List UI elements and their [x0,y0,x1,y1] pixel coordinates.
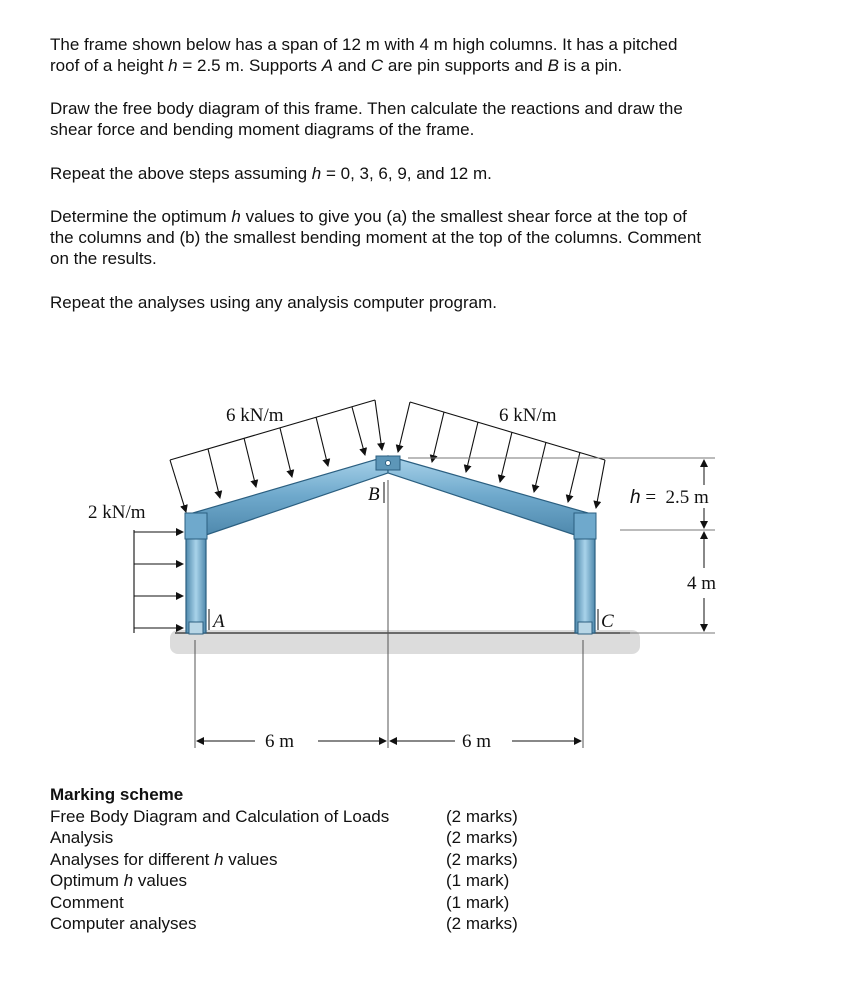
label-c: C [601,611,614,632]
problem-paragraph-2: Draw the free body diagram of this frame. Then calculate the reactions and draw the shear force and bending moment diagrams of the frame. [50,99,683,139]
problem-paragraph-4: Determine the optimum h values to give you (a) the smallest shear force at the top of the columns and (b) the smallest bending moment at the top of the columns. Comment on the results. [50,207,702,268]
right-load-label: 6 kN/m [499,405,557,426]
wind-load-label: 2 kN/m [88,502,146,523]
marking-criterion: Analyses for different h values [50,849,278,869]
problem-paragraph-3: Repeat the above steps assuming h = 0, 3, 6, 9, and 12 m. [50,164,492,183]
span-right-label: 6 m [462,731,492,752]
marking-row [50,827,518,849]
left-knee [185,513,207,539]
marking-row [50,913,518,935]
right-knee [574,513,596,539]
marking-title: Marking scheme [50,785,184,804]
support-a-base [189,622,203,634]
marking-row [50,849,518,871]
marking-marks: (1 mark) [446,871,510,890]
marking-marks: (2 marks) [446,806,518,826]
marking-marks: (2 marks) [446,849,518,869]
h-dimension-label: h = 2.5 m [630,487,709,508]
wind-load [134,530,183,633]
marking-row [50,870,510,892]
marking-criterion: Comment [50,892,124,912]
pin-b [386,461,391,466]
marking-criterion: Computer analyses [50,914,197,933]
marking-row [50,806,518,828]
problem-paragraph-1: The frame shown below has a span of 12 m with 4 m high columns. It has a pitched roof of a height h = 2.5 m. Supports A and C are pin supports and B is a pin. [50,35,678,75]
problem-paragraph-5: Repeat the analyses using any analysis computer program. [50,293,497,312]
span-extension-lines [195,480,583,748]
label-a: A [213,611,225,632]
span-left-label: 6 m [265,731,295,752]
frame-figure [0,380,852,770]
column-height-label: 4 m [687,573,717,594]
support-c-base [578,622,592,634]
marking-scheme [50,784,518,935]
left-load-label: 6 kN/m [226,405,284,426]
marking-marks: (2 marks) [446,828,518,847]
marking-criterion: Analysis [50,828,114,847]
marking-marks: (2 marks) [446,914,518,933]
marking-criterion: Free Body Diagram and Calculation of Loads [50,806,390,826]
marking-marks: (1 mark) [446,892,510,912]
label-b: B [368,484,380,505]
right-rafter [388,456,595,535]
marking-row [50,892,510,914]
marking-criterion: Optimum h values [50,871,188,890]
left-rafter [186,456,388,535]
marking-list [50,806,518,935]
